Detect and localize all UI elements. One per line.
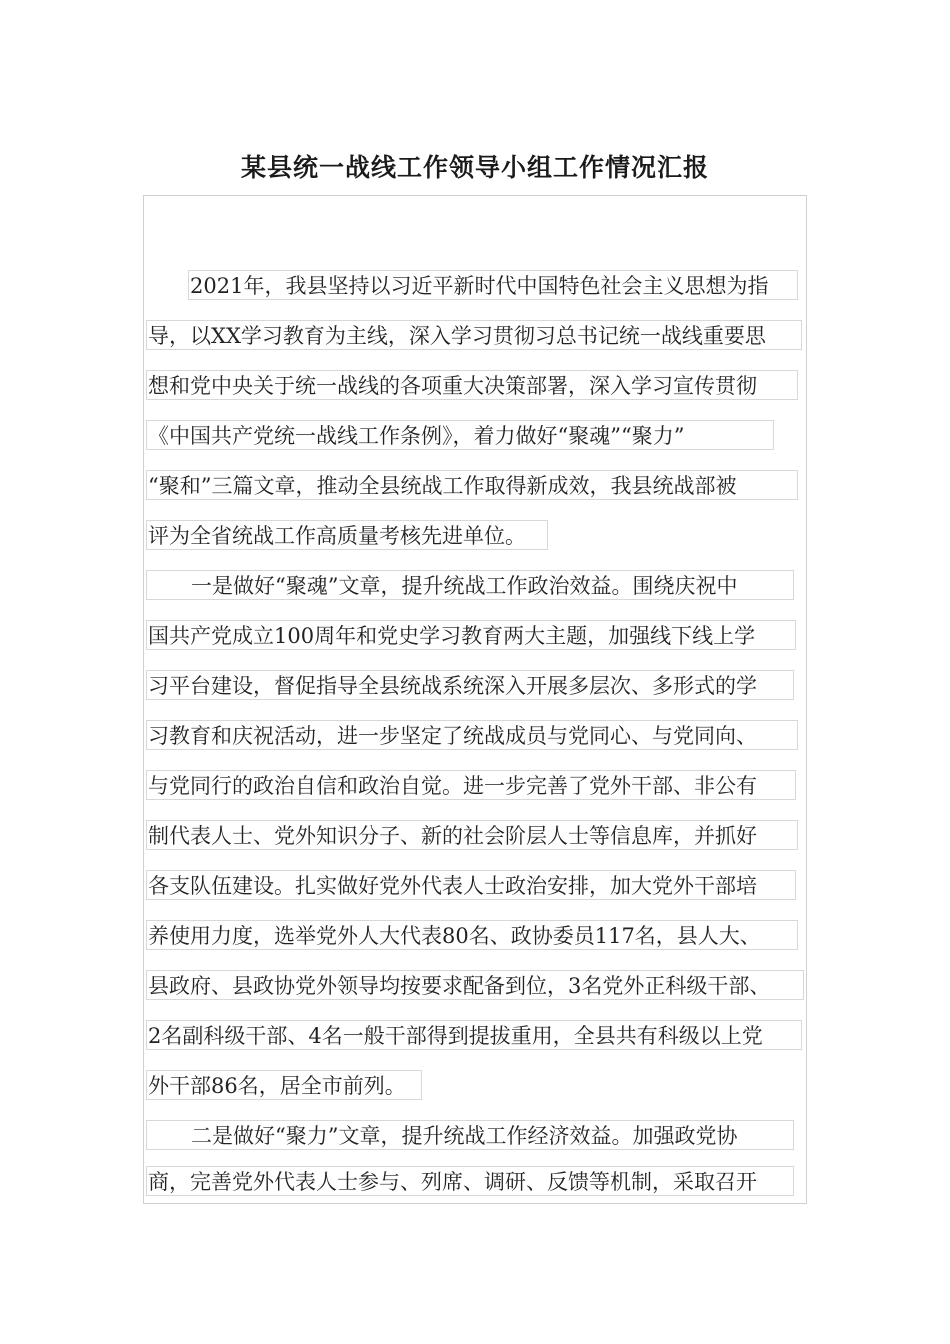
text-line: 《中国共产党统一战线工作条例》，着力做好“聚魂”“聚力”: [146, 420, 774, 450]
text-line: 习平台建设，督促指导全县统战系统深入开展多层次、多形式的学: [146, 670, 794, 700]
text-line: 县政府、县政协党外领导均按要求配备到位，3名党外正科级干部、: [146, 970, 804, 1000]
text-line: 各支队伍建设。扎实做好党外代表人士政治安排，加大党外干部培: [146, 870, 796, 900]
text-line: 评为全省统战工作高质量考核先进单位。: [146, 520, 548, 550]
document-title: 某县统一战线工作领导小组工作情况汇报: [240, 153, 709, 182]
text-line: 外干部86名，居全市前列。: [146, 1070, 422, 1100]
text-line: 养使用力度，选举党外人大代表80名、政协委员117名，县人大、: [146, 920, 798, 950]
text-line: 2021年，我县坚持以习近平新时代中国特色社会主义思想为指: [188, 270, 798, 300]
text-line: 与党同行的政治自信和政治自觉。进一步完善了党外干部、非公有: [146, 770, 796, 800]
text-line: 制代表人士、党外知识分子、新的社会阶层人士等信息库，并抓好: [146, 820, 798, 850]
text-line: 想和党中央关于统一战线的各项重大决策部署，深入学习宣传贯彻: [146, 370, 798, 400]
document-body: [143, 195, 807, 1204]
text-line: 2名副科级干部、4名一般干部得到提拔重用，全县共有科级以上党: [146, 1020, 802, 1050]
text-line: 商，完善党外代表人士参与、列席、调研、反馈等机制，采取召开: [146, 1166, 794, 1196]
text-line: 导，以XX学习教育为主线，深入学习贯彻习总书记统一战线重要思: [146, 320, 802, 350]
text-line: 习教育和庆祝活动，进一步坚定了统战成员与党同心、与党同向、: [146, 720, 798, 750]
text-line: 二是做好“聚力”文章，提升统战工作经济效益。加强政党协: [146, 1120, 794, 1150]
text-line: “聚和”三篇文章，推动全县统战工作取得新成效，我县统战部被: [146, 470, 798, 500]
text-line: 国共产党成立100周年和党史学习教育两大主题，加强线下线上学: [146, 620, 796, 650]
text-line: 一是做好“聚魂”文章，提升统战工作政治效益。围绕庆祝中: [146, 570, 794, 600]
